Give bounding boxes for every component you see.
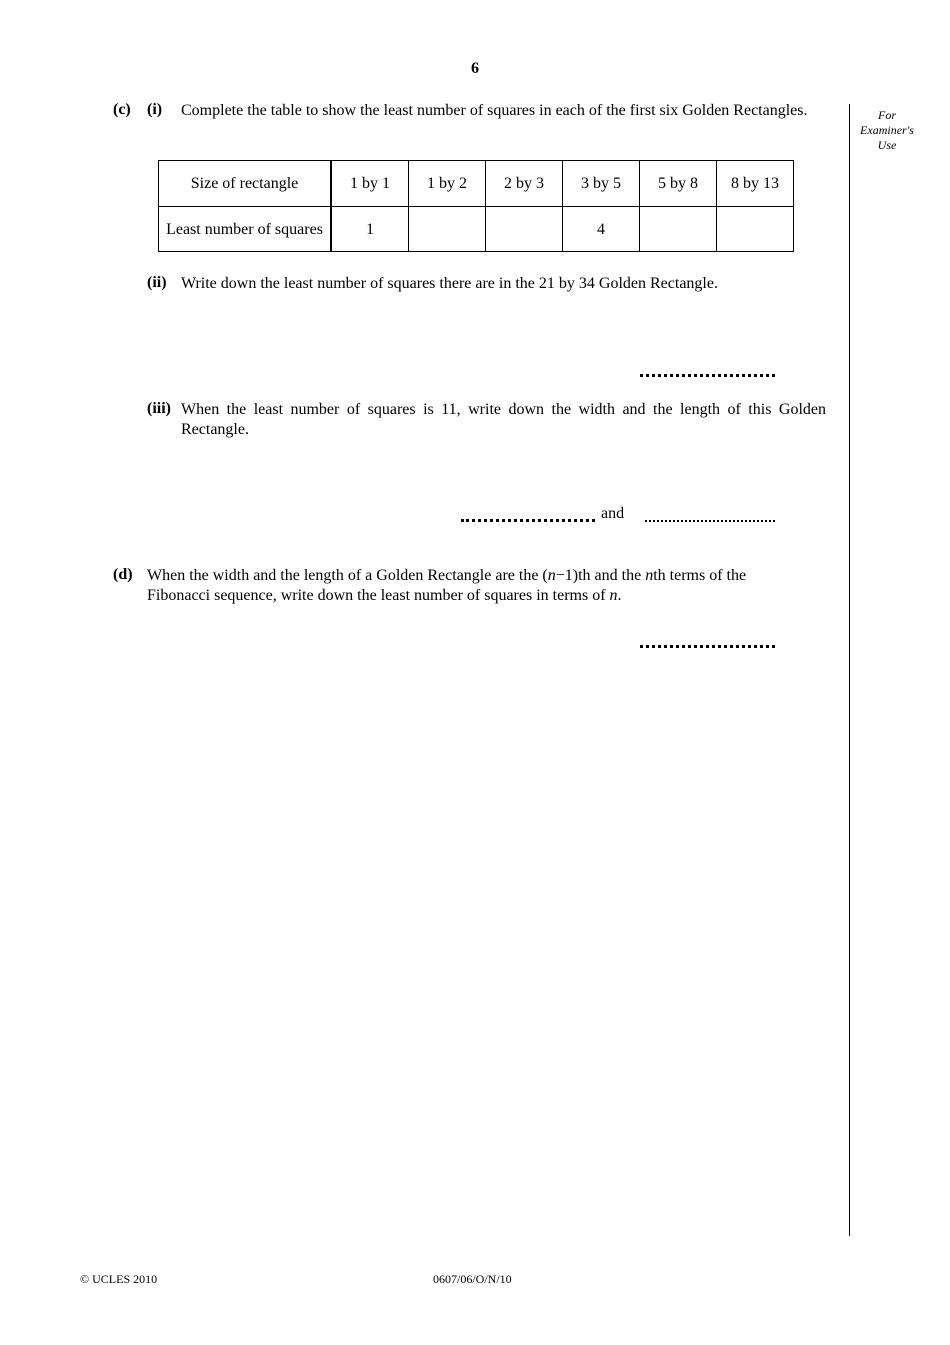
answer-line-c-ii[interactable] [640,374,775,377]
part-c-iii-label: (iii) [147,400,171,417]
part-c-iii-text: When the least number of squares is 11, write down the width and the length of this Golden Rectangle. [181,401,826,438]
part-d-label: (d) [113,566,133,583]
variable-n: n [609,587,618,604]
golden-rectangles-table [158,160,794,252]
part-c-label: (c) [113,101,131,118]
examiner-note-line: Use [877,138,897,152]
part-d-text: th terms of the Fibonacci sequence, write down the least number of squares in terms of [147,567,747,604]
size-cell: 1 by 1 [331,161,409,207]
examiner-margin-rule [849,104,850,1236]
squares-answer-cell[interactable] [640,207,717,252]
part-c-ii-text: Write down the least number of squares there are in the 21 by 34 Golden Rectangle. [181,275,718,292]
squares-cell: 4 [563,207,640,252]
footer-paper-code: 0607/06/O/N/10 [433,1272,512,1286]
examiner-note-line: Examiner's [860,123,914,137]
examiner-use-note [852,108,922,153]
and-word: and [601,505,625,522]
part-c-i-text: Complete the table to show the least number of squares in each of the first six Golden Rectangles. [181,102,808,119]
part-d-text: −1)th and the [555,567,646,584]
size-row-header: Size of rectangle [159,161,332,207]
part-d-text: When the width and the length of a Golden Rectangle are the ( [147,567,548,584]
page-number: 6 [471,60,479,77]
examiner-note-line: For [878,108,896,122]
footer-copyright: © UCLES 2010 [80,1272,158,1286]
squares-row-header: Least number of squares [159,207,332,252]
size-cell: 3 by 5 [563,161,640,207]
table-row [159,161,794,207]
size-cell: 8 by 13 [717,161,794,207]
answer-line-d[interactable] [640,645,775,648]
part-d-text: . [617,587,622,604]
answer-line-length[interactable] [645,520,775,522]
size-cell: 1 by 2 [409,161,486,207]
part-d-text-line1 [147,566,826,606]
squares-answer-cell[interactable] [409,207,486,252]
variable-n: n [645,567,654,584]
part-c-ii-label: (ii) [147,274,167,291]
answer-line-width[interactable] [461,519,595,522]
size-cell: 5 by 8 [640,161,717,207]
table-row [159,207,794,252]
variable-n: n [547,567,556,584]
squares-answer-cell[interactable] [717,207,794,252]
size-cell: 2 by 3 [486,161,563,207]
squares-cell: 1 [331,207,409,252]
squares-answer-cell[interactable] [486,207,563,252]
part-c-i-label: (i) [147,101,163,118]
